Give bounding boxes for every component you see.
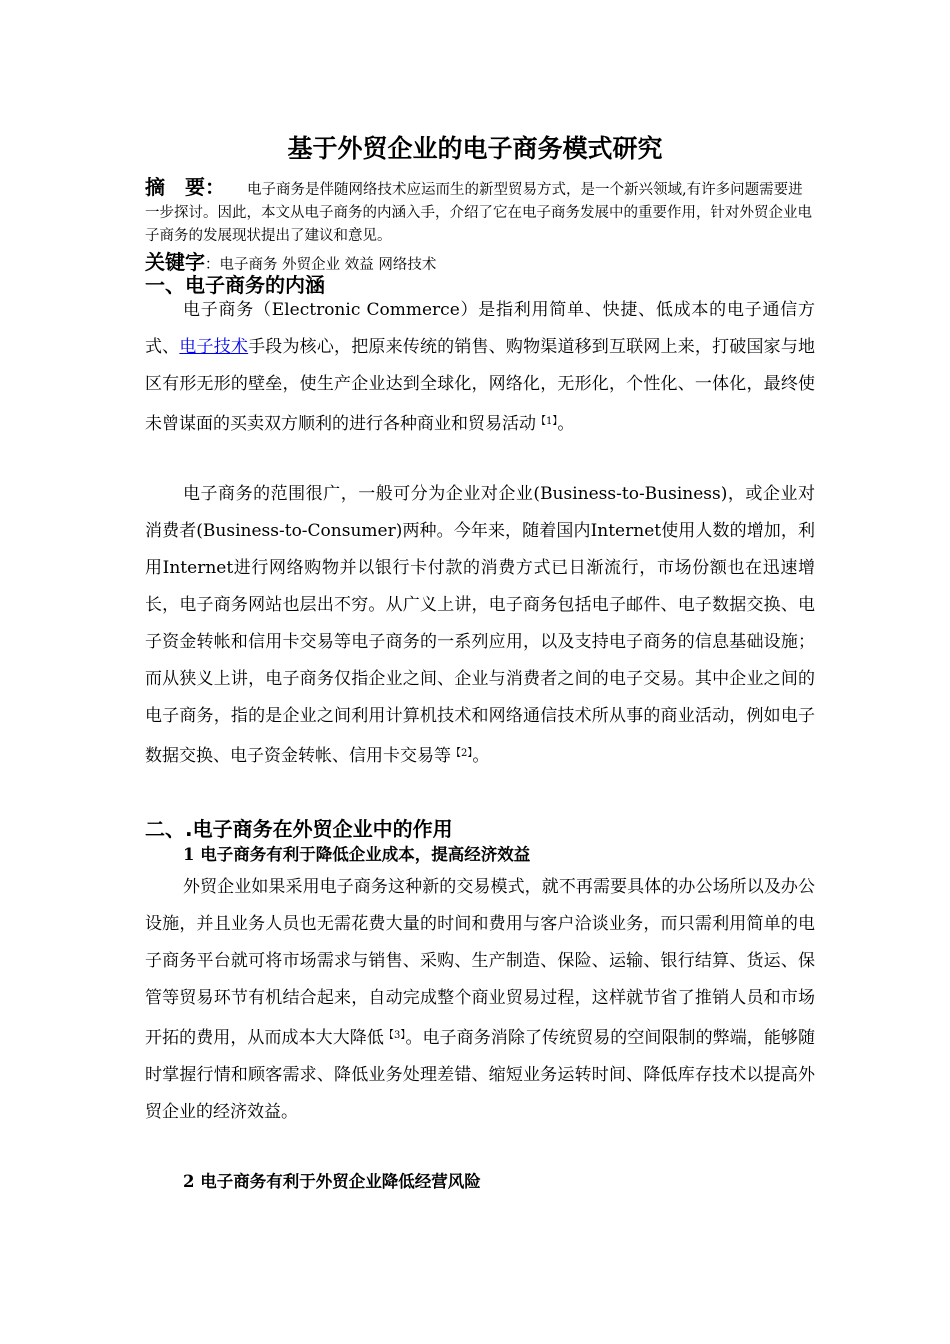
subsection-heading-2: 2 电子商务有利于外贸企业降低经营风险 bbox=[183, 1172, 481, 1191]
paragraph-3-text: 外贸企业如果采用电子商务这种新的交易模式，就不再需要具体的办公场所以及办公设施，并且业务人员也无需花费大量的时间和费用与客户洽谈业务，而只需利用简单的电子商务平台就可将市场需求与销售、采购、生产制造、保险、运输、银行结算、货运、保管等贸易环节有机结合起来，自动完成整个商业贸易过程，这样就节省了推销人员和市场开拓的费用，从而成本大大降低 bbox=[145, 877, 815, 1048]
section-heading-2: 二、.电子商务在外贸企业中的作用 bbox=[145, 817, 453, 841]
paragraph-2 bbox=[145, 476, 815, 775]
citation-1: 【1】 bbox=[536, 416, 558, 427]
abstract-text: 电子商务是伴随网络技术应运而生的新型贸易方式，是一个新兴领域,有许多问题需要进一步探讨。因此，本文从电子商务的内涵入手，介绍了它在电子商务发展中的重要作用，针对外贸企业电子商务的发展现状提出了建议和意见。 bbox=[145, 182, 812, 244]
paragraph-1-text-a: 电子商务（Electronic Commerce）是指利用简单、快捷、低成本的电子通信方式、 bbox=[145, 300, 815, 357]
section-heading-1: 一、电子商务的内涵 bbox=[145, 273, 325, 297]
keywords-label: 关键字 bbox=[145, 250, 205, 274]
electronic-technology-link[interactable]: 电子技术 bbox=[179, 337, 249, 357]
abstract bbox=[145, 176, 815, 248]
keywords-text: ：电子商务 外贸企业 效益 网络技术 bbox=[205, 257, 437, 273]
paragraph-2-text: 电子商务的范围很广，一般可分为企业对企业(Business-to-Business)，或企业对消费者(Business-to-Consumer)两种。今年来，随着国内Internet使用人数的增加，利用Internet进行网络购物并以银行卡付款的消费方式已日渐流行，市场份额也在迅速增长，电子商务网站也层出不穷。从广义上讲，电子商务包括电子邮件、电子数据交换、电子资金转帐和信用卡交易等电子商务的一系列应用，以及支持电子商务的信息基础设施；而从狭义上讲，电子商务仅指企业之间、企业与消费者之间的电子交易。其中企业之间的电子商务，指的是企业之间利用计算机技术和网络通信技术所从事的商业活动，例如电子数据交换、电子资金转帐、信用卡交易等 bbox=[145, 484, 815, 766]
subsection-heading-1: 1 电子商务有利于降低企业成本，提高经济效益 bbox=[183, 845, 531, 864]
paragraph-3-text-b: 。电子商务消除了传统贸易的空间限制的弊端，能够随时掌握行情和顾客需求、降低业务处理差错、缩短业务运转时间、降低库存技术以提高外贸企业的经济效益。 bbox=[145, 1028, 815, 1122]
paragraph-3 bbox=[145, 869, 815, 1131]
document-title: 基于外贸企业的电子商务模式研究 bbox=[287, 134, 663, 163]
paragraph-1-end: 。 bbox=[557, 414, 575, 434]
abstract-label: 摘 要： bbox=[145, 175, 225, 199]
citation-2: 【2】 bbox=[451, 748, 473, 759]
paragraph-2-end: 。 bbox=[472, 746, 490, 766]
citation-3: 【3】 bbox=[383, 1030, 406, 1041]
paragraph-1 bbox=[145, 292, 815, 443]
paragraph-1-text-b: 手段为核心，把原来传统的销售、购物渠道移到互联网上来，打破国家与地区有形无形的壁垒，使生产企业达到全球化，网络化，无形化，个性化、一体化，最终使未曾谋面的买卖双方顺利的进行各种商业和贸易活动 bbox=[145, 337, 816, 434]
